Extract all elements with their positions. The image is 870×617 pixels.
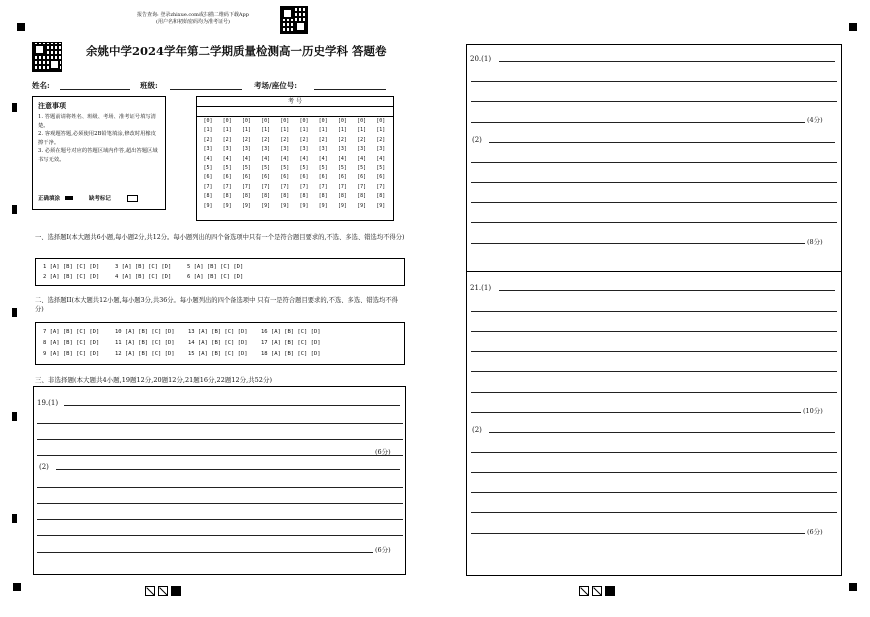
exam-digit-bubble[interactable]: [2]: [261, 136, 271, 143]
exam-digit-bubble[interactable]: [4]: [337, 155, 347, 162]
answer-line[interactable]: [471, 311, 837, 312]
exam-digit-bubble[interactable]: [3]: [337, 146, 347, 153]
exam-digit-bubble[interactable]: [2]: [203, 136, 213, 143]
answer-line[interactable]: [471, 492, 837, 493]
exam-digit-bubble[interactable]: [1]: [376, 127, 386, 134]
exam-digit-column[interactable]: [239, 117, 253, 211]
exam-digit-bubble[interactable]: [6]: [376, 174, 386, 181]
exam-digit-column[interactable]: [220, 117, 234, 211]
exam-digit-bubble[interactable]: [1]: [203, 127, 213, 134]
exam-digit-bubble[interactable]: [7]: [376, 183, 386, 190]
exam-digit-bubble[interactable]: [9]: [203, 202, 213, 209]
exam-digit-bubble[interactable]: [0]: [203, 118, 213, 124]
exam-digit-bubble[interactable]: [7]: [280, 183, 290, 190]
exam-digit-bubble[interactable]: [5]: [280, 165, 290, 172]
exam-digit-bubble[interactable]: [2]: [222, 136, 232, 143]
exam-digit-bubble[interactable]: [4]: [261, 155, 271, 162]
answer-line[interactable]: [471, 182, 837, 183]
exam-digit-bubble[interactable]: [5]: [376, 165, 386, 172]
exam-digit-bubble[interactable]: [1]: [337, 127, 347, 134]
slash-box-icon: [145, 586, 155, 596]
choice-q4[interactable]: 4 [A] [B] [C] [D]: [115, 274, 172, 280]
exam-digit-bubble[interactable]: [5]: [203, 165, 213, 172]
corner-mark-bottom-left: [13, 583, 21, 591]
exam-digit-column[interactable]: [374, 117, 388, 211]
q19-score2: (6分): [375, 546, 391, 554]
exam-digit-bubble[interactable]: [0]: [376, 118, 386, 124]
exam-digit-bubble[interactable]: [7]: [357, 183, 367, 190]
filled-box-icon: [605, 586, 615, 596]
note-item: 2. 客观题答题,必须使用2B铅笔填涂,修改时用橡皮擦干净。: [38, 131, 157, 146]
answer-line[interactable]: [471, 222, 837, 223]
top-notice: [118, 12, 268, 26]
exam-digit-bubble[interactable]: [2]: [337, 136, 347, 143]
exam-digit-column[interactable]: [355, 117, 369, 211]
exam-digit-bubble[interactable]: [6]: [241, 174, 251, 181]
exam-digit-bubble[interactable]: [7]: [337, 183, 347, 190]
exam-digit-bubble[interactable]: [8]: [261, 193, 271, 200]
slash-box-icon: [579, 586, 589, 596]
answer-line[interactable]: [471, 533, 805, 534]
exam-digit-bubble[interactable]: [1]: [261, 127, 271, 134]
exam-digit-bubble[interactable]: [4]: [299, 155, 309, 162]
exam-digit-bubble[interactable]: [2]: [280, 136, 290, 143]
answer-line[interactable]: [471, 452, 837, 453]
exam-digit-bubble[interactable]: [9]: [376, 202, 386, 209]
q20-q21-divider: [467, 271, 841, 272]
answer-line[interactable]: [471, 243, 805, 244]
exam-digit-column[interactable]: [316, 117, 330, 211]
exam-digit-bubble[interactable]: [5]: [357, 165, 367, 172]
answer-line[interactable]: [471, 412, 801, 413]
exam-digit-bubble[interactable]: [6]: [299, 174, 309, 181]
exam-digit-bubble[interactable]: [7]: [299, 183, 309, 190]
answer-line[interactable]: [499, 61, 835, 62]
absent-checkbox[interactable]: [127, 195, 138, 202]
filled-box-icon: [171, 586, 181, 596]
choice-row[interactable]: [43, 274, 243, 280]
qr-code-icon: [32, 42, 62, 72]
exam-number-write-row[interactable]: [197, 106, 393, 117]
choice-q14[interactable]: 14 [A] [B] [C] [D]: [188, 340, 248, 346]
exam-digit-bubble[interactable]: [9]: [318, 202, 328, 209]
answer-line[interactable]: [37, 519, 403, 520]
slash-box-icon: [158, 586, 168, 596]
exam-digit-bubble[interactable]: [7]: [203, 183, 213, 190]
timing-mark: [12, 103, 17, 112]
answer-box-q19: [33, 386, 406, 575]
exam-digit-bubble[interactable]: [3]: [261, 146, 271, 153]
q20-part2-label: (2): [472, 136, 482, 144]
exam-digit-bubble[interactable]: [9]: [299, 202, 309, 209]
answer-line[interactable]: [471, 351, 837, 352]
exam-digit-column[interactable]: [297, 117, 311, 211]
q19-part1-label: 19.(1): [37, 399, 59, 407]
exam-digit-bubble[interactable]: [0]: [299, 118, 309, 124]
exam-digit-bubble[interactable]: [9]: [261, 202, 271, 209]
notes-list: [38, 113, 160, 164]
seat-label: 考场/座位号:: [254, 81, 298, 90]
page-title: 余姚中学2024学年第二学期质量检测高一历史学科 答题卷: [86, 44, 387, 58]
section3-heading: 三、非选择题(本大题共4小题,19题12分,20题12分,21题16分,22题12分,共52分): [35, 376, 272, 384]
exam-digit-bubble[interactable]: [5]: [241, 165, 251, 172]
choice-q9[interactable]: 9 [A] [B] [C] [D]: [43, 351, 100, 357]
exam-digit-bubble[interactable]: [1]: [318, 127, 328, 134]
exam-digit-bubble[interactable]: [2]: [299, 136, 309, 143]
choice-q15[interactable]: 15 [A] [B] [C] [D]: [188, 351, 248, 357]
exam-digit-bubble[interactable]: [5]: [318, 165, 328, 172]
exam-number-grid: [196, 96, 394, 221]
answer-box-right: [466, 44, 842, 576]
notes-title: 注意事项: [38, 101, 66, 110]
exam-digit-bubble[interactable]: [1]: [280, 127, 290, 134]
absent-mark-label: 缺考标记: [88, 196, 111, 202]
section2-answer-box: [35, 322, 405, 365]
top-notice-line2: (用户名和初始密码均为准考证号): [156, 19, 230, 25]
exam-digit-bubble[interactable]: [0]: [222, 118, 232, 124]
exam-digit-bubble[interactable]: [4]: [203, 155, 213, 162]
exam-digit-bubble[interactable]: [7]: [222, 183, 232, 190]
exam-digit-bubble[interactable]: [8]: [280, 193, 290, 200]
answer-line[interactable]: [489, 432, 835, 433]
q20-part1-label: 20.(1): [470, 55, 492, 63]
answer-line[interactable]: [64, 405, 400, 406]
choice-q2[interactable]: 2 [A] [B] [C] [D]: [43, 274, 100, 280]
section1-heading: 一、选择题I(本大题共6小题,每小题2分,共12分。每小题列出的四个备选项中只有一个是符合题目要求的,不选、多选、错选均不得分): [35, 234, 405, 241]
exam-digit-bubble[interactable]: [9]: [337, 202, 347, 209]
exam-digit-bubble[interactable]: [2]: [241, 136, 251, 143]
exam-digit-bubble[interactable]: [7]: [241, 183, 251, 190]
page-marker-left: [145, 581, 184, 600]
exam-digit-bubble[interactable]: [0]: [280, 118, 290, 124]
choice-q3[interactable]: 3 [A] [B] [C] [D]: [115, 264, 172, 270]
choice-q5[interactable]: 5 [A] [B] [C] [D]: [187, 264, 244, 270]
exam-digit-bubble[interactable]: [4]: [280, 155, 290, 162]
exam-digit-bubble[interactable]: [1]: [222, 127, 232, 134]
exam-digit-bubble[interactable]: [0]: [357, 118, 367, 124]
exam-digit-bubble[interactable]: [4]: [357, 155, 367, 162]
exam-digit-bubble[interactable]: [7]: [261, 183, 271, 190]
exam-digit-bubble[interactable]: [6]: [280, 174, 290, 181]
page-marker-right: [579, 581, 618, 600]
exam-digit-bubble[interactable]: [4]: [222, 155, 232, 162]
exam-digit-bubble[interactable]: [5]: [222, 165, 232, 172]
exam-number-header: 考 号: [197, 97, 393, 107]
choice-q12[interactable]: 12 [A] [B] [C] [D]: [115, 351, 175, 357]
class-field[interactable]: [170, 89, 242, 90]
choice-row[interactable]: [43, 340, 321, 346]
exam-digit-bubble[interactable]: [0]: [337, 118, 347, 124]
section1-answer-box: [35, 258, 405, 286]
answer-line[interactable]: [56, 469, 400, 470]
note-item: 1. 答题前请将姓名、班级、考场、准考证号填写清楚。: [38, 114, 156, 129]
student-info-row: [32, 80, 392, 92]
qr-code-icon: [280, 6, 308, 34]
choice-q13[interactable]: 13 [A] [B] [C] [D]: [188, 329, 248, 335]
exam-digit-column[interactable]: [278, 117, 292, 211]
answer-line[interactable]: [471, 162, 837, 163]
answer-line[interactable]: [471, 512, 837, 513]
exam-digit-bubble[interactable]: [8]: [299, 193, 309, 200]
seat-field[interactable]: [314, 89, 386, 90]
answer-line[interactable]: [471, 122, 805, 123]
exam-digit-bubble[interactable]: [8]: [203, 193, 213, 200]
timing-mark: [12, 308, 17, 317]
exam-digit-bubble[interactable]: [9]: [241, 202, 251, 209]
choice-q18[interactable]: 18 [A] [B] [C] [D]: [261, 351, 321, 357]
choice-row[interactable]: [43, 351, 321, 357]
fill-legend: [38, 194, 138, 202]
exam-digit-column[interactable]: [335, 117, 349, 211]
exam-digit-bubble[interactable]: [5]: [337, 165, 347, 172]
answer-line[interactable]: [471, 101, 837, 102]
q19-score1: (6分): [375, 448, 391, 456]
corner-mark-top-left: [17, 23, 25, 31]
exam-digit-bubble[interactable]: [9]: [357, 202, 367, 209]
correct-fill-label: 正确填涂: [38, 196, 61, 202]
exam-digit-bubble[interactable]: [3]: [376, 146, 386, 153]
exam-digit-bubble[interactable]: [3]: [280, 146, 290, 153]
answer-line[interactable]: [37, 503, 403, 504]
exam-digit-bubble[interactable]: [2]: [318, 136, 328, 143]
choice-q7[interactable]: 7 [A] [B] [C] [D]: [43, 329, 100, 335]
exam-digit-column[interactable]: [201, 117, 215, 211]
answer-line[interactable]: [471, 371, 837, 372]
exam-digit-bubble[interactable]: [6]: [337, 174, 347, 181]
answer-line[interactable]: [37, 439, 403, 440]
exam-digit-bubble[interactable]: [6]: [203, 174, 213, 181]
top-notice-line1: 报告查询: 登录zhixue.com或扫描二维码下载App: [137, 12, 249, 18]
q21-part1-label: 21.(1): [470, 284, 492, 292]
exam-digit-bubble[interactable]: [3]: [222, 146, 232, 153]
exam-digit-bubble[interactable]: [6]: [357, 174, 367, 181]
answer-line[interactable]: [37, 535, 403, 536]
exam-digit-bubble[interactable]: [8]: [337, 193, 347, 200]
answer-line[interactable]: [37, 552, 373, 553]
exam-digit-bubble[interactable]: [0]: [261, 118, 271, 124]
exam-digit-bubble[interactable]: [6]: [261, 174, 271, 181]
exam-digit-bubble[interactable]: [3]: [357, 146, 367, 153]
answer-line[interactable]: [471, 81, 837, 82]
corner-mark-top-right: [849, 23, 857, 31]
exam-digit-bubble[interactable]: [8]: [318, 193, 328, 200]
exam-digit-bubble[interactable]: [8]: [357, 193, 367, 200]
q21-score2: (6分): [807, 528, 823, 536]
answer-line[interactable]: [471, 472, 837, 473]
exam-digit-bubble[interactable]: [2]: [376, 136, 386, 143]
choice-row[interactable]: [43, 264, 243, 270]
filled-mark-icon: [65, 196, 73, 200]
exam-digit-bubble[interactable]: [7]: [318, 183, 328, 190]
exam-digit-bubble[interactable]: [8]: [241, 193, 251, 200]
exam-digit-bubble[interactable]: [0]: [318, 118, 328, 124]
exam-digit-bubble[interactable]: [9]: [222, 202, 232, 209]
exam-digit-column[interactable]: [259, 117, 273, 211]
timing-mark: [12, 205, 17, 214]
q21-score1: (10分): [803, 407, 823, 415]
exam-digit-bubble[interactable]: [3]: [241, 146, 251, 153]
answer-line[interactable]: [471, 331, 837, 332]
exam-digit-bubble[interactable]: [6]: [222, 174, 232, 181]
corner-mark-bottom-right: [849, 583, 857, 591]
exam-digit-bubble[interactable]: [8]: [376, 193, 386, 200]
answer-line[interactable]: [471, 202, 837, 203]
choice-q8[interactable]: 8 [A] [B] [C] [D]: [43, 340, 100, 346]
slash-box-icon: [592, 586, 602, 596]
exam-digit-bubble[interactable]: [4]: [318, 155, 328, 162]
choice-q11[interactable]: 11 [A] [B] [C] [D]: [115, 340, 175, 346]
exam-digit-bubble[interactable]: [4]: [241, 155, 251, 162]
exam-digit-bubble[interactable]: [8]: [222, 193, 232, 200]
q21-part2-label: (2): [472, 426, 482, 434]
choice-q16[interactable]: 16 [A] [B] [C] [D]: [261, 329, 321, 335]
answer-line[interactable]: [489, 142, 835, 143]
answer-line[interactable]: [471, 392, 837, 393]
exam-digit-bubble[interactable]: [1]: [357, 127, 367, 134]
choice-q1[interactable]: 1 [A] [B] [C] [D]: [43, 264, 100, 270]
q20-score2: (8分): [807, 238, 823, 246]
choice-q17[interactable]: 17 [A] [B] [C] [D]: [261, 340, 321, 346]
q19-part2-label: (2): [39, 463, 49, 471]
exam-digit-bubble[interactable]: [1]: [299, 127, 309, 134]
exam-digit-bubble[interactable]: [5]: [261, 165, 271, 172]
exam-digit-bubble[interactable]: [0]: [241, 118, 251, 124]
answer-line[interactable]: [499, 290, 835, 291]
q20-score1: (4分): [807, 116, 823, 124]
section2-heading: 二、选择题II(本大题共12小题,每小题3分,共36分。每小题列出的四个备选项中 只有一是符合题目要求的,不选、多选、错选均不得分): [35, 297, 398, 313]
timing-mark: [12, 514, 17, 523]
name-field[interactable]: [60, 89, 130, 90]
exam-digit-bubble[interactable]: [3]: [203, 146, 213, 153]
exam-digit-bubble[interactable]: [1]: [241, 127, 251, 134]
choice-q10[interactable]: 10 [A] [B] [C] [D]: [115, 329, 175, 335]
notes-box: [32, 96, 166, 210]
exam-digit-bubble[interactable]: [6]: [318, 174, 328, 181]
choice-q6[interactable]: 6 [A] [B] [C] [D]: [187, 274, 244, 280]
choice-row[interactable]: [43, 329, 321, 335]
name-label: 姓名:: [32, 81, 50, 90]
exam-number-columns: [197, 117, 393, 221]
answer-line[interactable]: [37, 487, 403, 488]
exam-digit-bubble[interactable]: [9]: [280, 202, 290, 209]
answer-line[interactable]: [37, 423, 403, 424]
exam-digit-bubble[interactable]: [4]: [376, 155, 386, 162]
exam-digit-bubble[interactable]: [3]: [299, 146, 309, 153]
exam-digit-bubble[interactable]: [5]: [299, 165, 309, 172]
answer-line[interactable]: [37, 455, 373, 456]
class-label: 班级:: [140, 81, 158, 90]
exam-digit-bubble[interactable]: [2]: [357, 136, 367, 143]
note-item: 3. 必须在题号对应的答题区域内作答,超出答题区域书写无效。: [38, 148, 158, 163]
exam-digit-bubble[interactable]: [3]: [318, 146, 328, 153]
timing-mark: [12, 412, 17, 421]
